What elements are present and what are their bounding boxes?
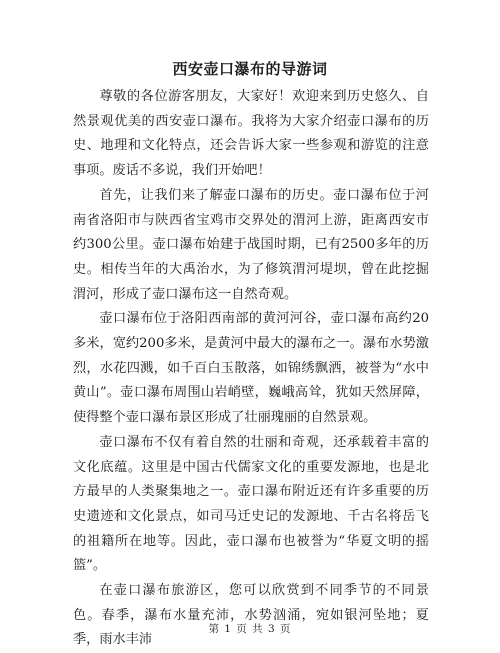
paragraph-seasons: 在壶口瀑布旅游区，您可以欣赏到不同季节的不同景色。春季，瀑布水量充沛，水势汹涌，宛如银河坠地；夏季，雨水丰沛 [73,583,429,648]
paragraph-greeting: 尊敬的各位游客朋友，大家好！欢迎来到历史悠久、自然景观优美的西安壶口瀑布。我将为大家介绍壶口瀑布的历史、地理和文化特点，还会告诉大家一些参观和游览的注意事项。废话不多说，我们开始吧！ [73,89,429,179]
paragraph-geography: 壶口瀑布位于洛阳西南部的黄河河谷，壶口瀑布高约20多米，宽约200多米，是黄河中最大的瀑布之一。瀑布水势激烈，水花四溅，如千百白玉散落，如锦绣飘洒，被誉为“水中黄山”。壶口瀑布周围山岩峭壁，巍峨高耸，犹如天然屏障，使得整个壶口瀑布景区形成了壮丽瑰丽的自然景观。 [73,311,429,426]
page-number-footer: 第 1 页 共 3 页 [208,623,292,635]
paragraph-culture: 壶口瀑布不仅有着自然的壮丽和奇观，还承载着丰富的文化底蕴。这里是中国古代儒家文化的重要发源地，也是北方最早的人类聚集地之一。壶口瀑布附近还有许多重要的历史遗迹和文化景点，如司马迁史记的发源地、千古名将岳飞的祖籍所在地等。因此，壶口瀑布也被誉为“华夏文明的摇篮”。 [73,434,429,574]
document-title: 西安壶口瀑布的导游词 [172,60,328,78]
document-body [73,85,429,653]
paragraph-history: 首先，让我们来了解壶口瀑布的历史。壶口瀑布位于河南省洛阳市与陕西省宝鸡市交界处的渭河上游，距离西安市约300公里。壶口瀑布始建于战国时期，已有2500多年的历史。相传当年的大禹治水，为了修筑渭河堤坝，曾在此挖掘渭河，形成了壶口瀑布这一自然奇观。 [73,187,429,302]
